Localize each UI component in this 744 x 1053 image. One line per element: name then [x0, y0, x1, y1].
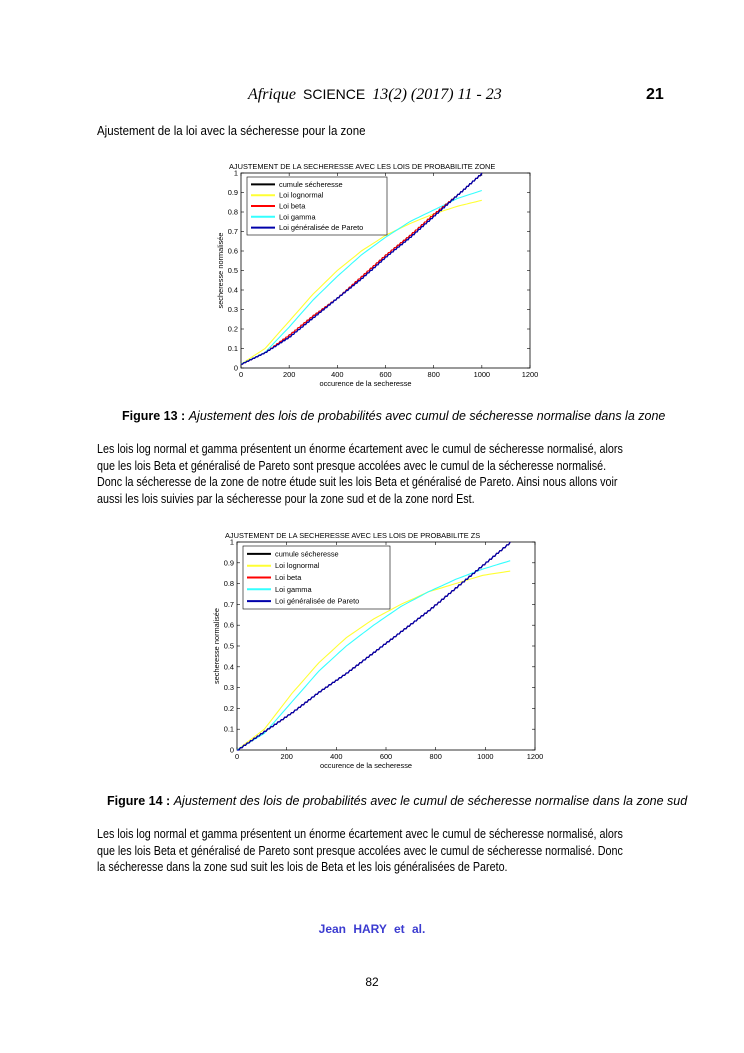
paragraph-1-line: Donc la sécheresse de la zone de notre étude suit les lois Beta et généralisé de Pareto. Ainsi nous allons voir	[97, 475, 618, 489]
fig14-legend-label: Loi beta	[275, 573, 302, 582]
fig14-x-tick-label: 1000	[477, 752, 494, 761]
section-heading: Ajustement de la loi avec la sécheresse pour la zone	[97, 124, 366, 138]
fig13-x-axis-label: occurence de la secheresse	[319, 379, 412, 388]
figure-14-caption-text: Ajustement des lois de probabilités avec le cumul de sécheresse normalise dans la zone sud	[173, 794, 688, 808]
journal-page-number: 21	[646, 86, 664, 103]
figure-13-caption	[122, 409, 665, 423]
paragraph-2	[97, 826, 707, 876]
fig13-x-tick-label: 800	[427, 370, 440, 379]
fig13-x-tick-label: 400	[331, 370, 344, 379]
paragraph-1	[97, 441, 707, 507]
fig14-legend-label: cumule sécheresse	[275, 549, 339, 559]
fig14-y-tick-label: 1	[229, 537, 234, 547]
paragraph-1-line: Les lois log normal et gamma présentent un énorme écartement avec le cumul de sécheresse normalisé, alors	[97, 442, 623, 456]
fig13-y-tick-label: 0.2	[227, 324, 238, 334]
fig13-legend-label: Loi beta	[279, 201, 306, 211]
fig14-y-tick-label: 0.9	[223, 558, 234, 568]
fig14-legend-label: Loi généralisée de Pareto	[275, 596, 360, 606]
fig14-y-tick-label: 0.1	[223, 724, 234, 734]
paragraph-1-line: aussi les lois suivies par la sécheresse pour la zone sud et de la zone nord Est.	[97, 491, 475, 506]
figure-14-label: Figure 14 :	[107, 794, 171, 808]
paragraph-1-line: que les lois Beta et généralisé de Pareto sont presque accolées avec le cumul de la sécheresse normalisé.	[97, 458, 607, 473]
fig13-y-tick-label: 0.9	[227, 188, 238, 197]
fig14-legend-label: Loi gamma	[275, 584, 312, 594]
footer-page-number: 82	[365, 975, 379, 989]
fig14-y-tick-label: 0.8	[223, 579, 234, 589]
fig13-x-tick-label: 1000	[473, 370, 491, 379]
fig14-x-tick-label: 600	[379, 752, 393, 761]
fig13-legend-label: Loi lognormal	[279, 190, 324, 200]
fig14-y-tick-label: 0.7	[223, 599, 234, 609]
fig14-x-tick-label: 0	[234, 752, 240, 761]
fig14-x-axis-label: occurence de la secheresse	[319, 761, 413, 770]
figure-13-label: Figure 13 :	[122, 409, 186, 423]
fig14-y-tick-label: 0.5	[223, 641, 234, 651]
fig13-x-tick-label: 1200	[521, 370, 539, 379]
fig14-y-tick-label: 0.6	[223, 620, 234, 630]
fig14-y-tick-label: 0	[229, 745, 234, 755]
fig14-title: AJUSTEMENT DE LA SECHERESSE AVEC LES LOIS DE PROBABILITE ZS	[225, 531, 481, 540]
paragraph-2-line: Les lois log normal et gamma présentent un énorme écartement avec le cumul de sécheresse normalisé, alors	[97, 827, 623, 841]
fig13-legend-label: Loi généralisée de Pareto	[279, 223, 364, 233]
fig13-y-axis-label: secheresse normalisée	[216, 232, 225, 309]
running-header	[248, 86, 502, 104]
fig14-x-tick-label: 1200	[526, 752, 544, 761]
fig13-y-tick-label: 0.4	[227, 285, 238, 295]
fig14-x-tick-label: 200	[280, 752, 293, 761]
figure-14-caption	[107, 794, 687, 808]
fig13-y-tick-label: 0.7	[227, 227, 238, 236]
fig13-x-tick-label: 600	[379, 370, 392, 379]
fig14-y-tick-label: 0.2	[223, 703, 234, 713]
figure-13-caption-text: Ajustement des lois de probabilités avec cumul de sécheresse normalise dans la zone	[188, 409, 666, 423]
fig14-legend-label: Loi lognormal	[275, 561, 320, 571]
figure-13-chart	[205, 155, 545, 392]
paragraph-2-line: que les lois Beta et généralisé de Pareto sont presque accolées avec le cumul de sécheresse normalisé. Donc	[97, 843, 623, 858]
fig13-x-tick-label: 0	[238, 370, 244, 379]
journal-name-italic: Afrique	[248, 86, 296, 103]
figure-14-chart	[200, 525, 550, 777]
fig14-y-tick-label: 0.3	[223, 683, 234, 693]
fig13-y-tick-label: 0.5	[227, 266, 238, 275]
fig14-x-tick-label: 800	[429, 752, 442, 761]
fig13-y-tick-label: 0.6	[227, 246, 238, 256]
fig13-y-tick-label: 0	[233, 363, 238, 373]
fig13-y-tick-label: 1	[233, 168, 238, 178]
fig13-legend-label: cumule sécheresse	[279, 179, 343, 189]
fig14-x-tick-label: 400	[330, 752, 343, 761]
author-line: Jean HARY et al.	[318, 922, 426, 936]
journal-issue: 13(2) (2017) 11 - 23	[372, 86, 502, 103]
fig14-y-tick-label: 0.4	[223, 662, 234, 672]
fig14-y-axis-label: secheresse normalisée	[212, 608, 221, 684]
fig13-title: AJUSTEMENT DE LA SECHERESSE AVEC LES LOIS DE PROBABILITE ZONE	[229, 162, 496, 171]
fig13-y-tick-label: 0.3	[227, 305, 238, 314]
fig13-x-tick-label: 200	[282, 370, 296, 379]
fig13-legend-label: Loi gamma	[279, 212, 316, 222]
journal-name-caps: SCIENCE	[303, 86, 366, 102]
fig13-y-tick-label: 0.8	[227, 207, 238, 217]
paragraph-2-line: la sécheresse dans la zone sud suit les lois de Beta et les lois généralisées de Pareto.	[97, 860, 508, 874]
fig13-y-tick-label: 0.1	[227, 344, 238, 353]
